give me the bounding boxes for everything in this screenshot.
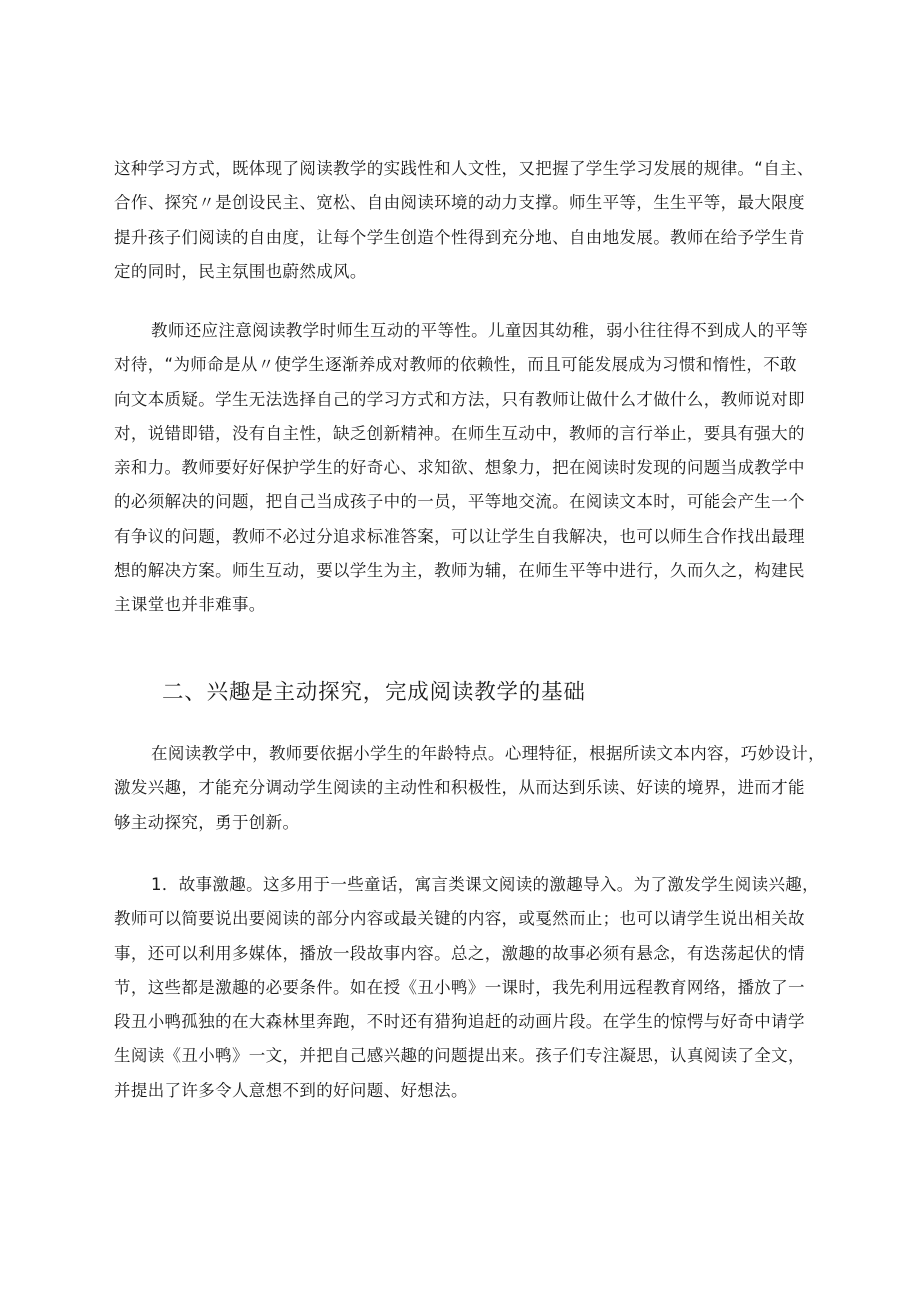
text-line: 教师还应注意阅读教学时师生互动的平等性。儿童因其幼稚，弱小往往得不到成人的平等 bbox=[151, 321, 809, 340]
text-line: 这种学习方式，既体现了阅读教学的实践性和人文性，又把握了学生学习发展的规律。“自主、 bbox=[114, 159, 814, 178]
paragraph-learning-method bbox=[114, 152, 814, 289]
text-line: 事，还可以利用多媒体，播放一段故事内容。总之，激趣的故事必须有悬念，有迭荡起伏的情 bbox=[114, 943, 805, 963]
section-heading: 二、兴趣是主动探究，完成阅读教学的基础 bbox=[162, 680, 586, 705]
text-line: 对，说错即错，没有自主性，缺乏创新精神。在师生互动中，教师的言行举止，要具有强大的 bbox=[114, 423, 805, 443]
text-line: 向文本质疑。学生无法选择自己的学习方式和方法，只有教师让做什么才做什么，教师说对即 bbox=[114, 389, 805, 409]
text-line: 1．故事激趣。这多用于一些童话，寓言类课文阅读的激趣导入。为了激发学生阅读兴趣， bbox=[151, 875, 819, 894]
text-line: 并提出了许多令人意想不到的好问题、好想法。 bbox=[114, 1080, 468, 1100]
text-line: 提升孩子们阅读的自由度，让每个学生创造个性得到充分地、自由地发展。教师在给予学生肯 bbox=[114, 227, 805, 247]
text-line: 教师可以简要说出要阅读的部分内容或最关键的内容，或戛然而止；也可以请学生说出相关故 bbox=[114, 909, 805, 929]
text-line: 段丑小鸭孤独的在大森林里奔跑，不时还有猎狗追赶的动画片段。在学生的惊愕与好奇中请学 bbox=[114, 1012, 805, 1032]
paragraph-teacher-student-equality bbox=[114, 314, 808, 623]
text-line: 主课堂也并非难事。 bbox=[114, 595, 266, 615]
text-line: 的必须解决的问题，把自己当成孩子中的一员，平等地交流。在阅读文本时，可能会产生一个 bbox=[114, 492, 805, 512]
text-line: 生阅读《丑小鸭》一文，并把自己感兴趣的问题提出来。孩子们专注凝思，认真阅读了全文， bbox=[114, 1046, 805, 1066]
paragraph-interest-intro bbox=[114, 737, 825, 840]
text-line: 节，这些都是激趣的必要条件。如在授《丑小鸭》一课时，我先利用远程教育网络，播放了一 bbox=[114, 977, 805, 997]
text-line: 在阅读教学中，教师要依据小学生的年龄特点。心理特征，根据所读文本内容，巧妙设计， bbox=[151, 744, 825, 763]
text-line: 有争议的问题，教师不必过分追求标准答案，可以让学生自我解决，也可以师生合作找出最理 bbox=[114, 526, 805, 546]
text-line: 激发兴趣，才能充分调动学生阅读的主动性和积极性，从而达到乐读、好读的境界，进而才能 bbox=[114, 778, 805, 798]
text-line: 亲和力。教师要好好保护学生的好奇心、求知欲、想象力，把在阅读时发现的问题当成教学中 bbox=[114, 458, 805, 478]
text-line: 定的同时，民主氛围也蔚然成风。 bbox=[114, 261, 367, 281]
text-line: 对待，“为师命是从〃使学生逐渐养成对教师的依赖性，而且可能发展成为习惯和惰性，不敢 bbox=[114, 355, 797, 375]
paragraph-story-interest bbox=[114, 868, 819, 1108]
text-line: 合作、探究〃是创设民主、宽松、自由阅读环境的动力支撑。师生平等，生生平等，最大限度 bbox=[114, 193, 805, 213]
text-line: 够主动探究，勇于创新。 bbox=[114, 812, 300, 832]
text-line: 想的解决方案。师生互动，要以学生为主，教师为辅，在师生平等中进行，久而久之，构建民 bbox=[114, 561, 805, 581]
